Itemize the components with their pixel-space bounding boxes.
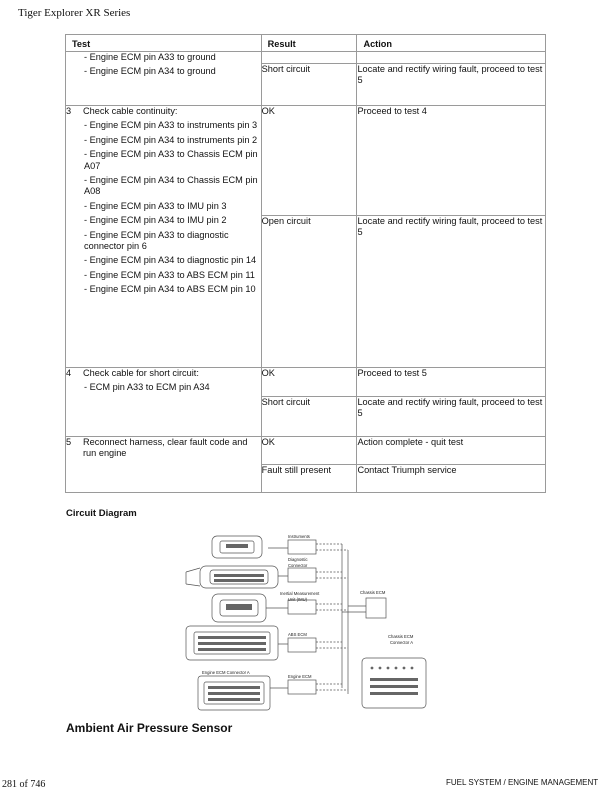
chassis-ecm-label: Chassis ECM	[360, 590, 386, 595]
test-step: - Engine ECM pin A33 to IMU pin 3	[84, 200, 227, 211]
test-number: 3	[66, 106, 72, 116]
test-cell	[66, 368, 262, 437]
action-cell: Proceed to test 4	[357, 106, 546, 216]
action-cell	[357, 52, 546, 64]
test-step: - Engine ECM pin A34 to ABS ECM pin 10	[84, 284, 256, 295]
engine-ecm-label: Engine ECM	[288, 674, 312, 679]
diagnostic-label: Diagnostic	[288, 557, 308, 562]
engine-ecm-box	[288, 680, 316, 694]
result-cell: Short circuit	[261, 397, 357, 437]
imu-label-2: Unit (IMU)	[288, 597, 308, 602]
document-header-title: Tiger Explorer XR Series	[18, 7, 131, 19]
test-description: Check cable for short circuit:	[83, 368, 199, 378]
test-step: - Engine ECM pin A34 to instruments pin 2	[84, 134, 258, 145]
test-step: - Engine ECM pin A33 to instruments pin 3	[84, 120, 258, 131]
test-step: - Engine ECM pin A33 to ABS ECM pin 11	[84, 269, 255, 280]
test-description: Check cable continuity:	[83, 106, 178, 116]
result-cell: OK	[261, 106, 357, 216]
table-row	[66, 52, 546, 64]
test-cell	[66, 437, 262, 493]
instruments-label: Instruments	[288, 534, 310, 539]
diagnostic-label-2: Connector	[288, 563, 308, 568]
imu-label: Inertial Measurement	[280, 591, 320, 596]
diagnostic-box	[288, 568, 316, 582]
test-step: - Engine ECM pin A33 to diagnostic connector pin 6	[84, 229, 229, 252]
result-cell: OK	[261, 437, 357, 465]
section-title: Ambient Air Pressure Sensor	[66, 721, 233, 735]
imu-box	[288, 600, 316, 614]
test-cell	[66, 106, 262, 368]
test-step: - ECM pin A33 to ECM pin A34	[84, 382, 210, 393]
circuit-diagram	[182, 528, 432, 713]
table-row	[66, 106, 546, 216]
abs-box	[288, 638, 316, 652]
action-cell: Locate and rectify wiring fault, proceed to test 5	[357, 397, 546, 437]
test-number: 4	[66, 368, 72, 378]
test-number: 5	[66, 437, 72, 447]
test-step: - Engine ECM pin A33 to ground	[84, 52, 216, 62]
table-header-row	[66, 35, 546, 52]
result-cell	[261, 52, 357, 64]
chassis-ecm-box	[366, 598, 386, 618]
abs-label: ABS ECM	[288, 632, 307, 637]
result-cell: Short circuit	[261, 64, 357, 106]
action-cell: Locate and rectify wiring fault, proceed to test 5	[357, 216, 546, 368]
page-number: 281 of 746	[2, 779, 46, 790]
result-cell: Open circuit	[261, 216, 357, 368]
column-header-test: Test	[66, 35, 262, 52]
circuit-diagram-heading: Circuit Diagram	[66, 508, 137, 519]
test-step: - Engine ECM pin A34 to ground	[84, 66, 216, 77]
chassis-connector-label-2: Connector A	[390, 640, 414, 645]
test-cell-continued	[66, 52, 262, 106]
column-header-action: Action	[357, 35, 546, 52]
chassis-connector-label: Chassis ECM	[388, 634, 414, 639]
table-row	[66, 437, 546, 465]
footer-section: FUEL SYSTEM / ENGINE MANAGEMENT	[446, 778, 599, 787]
test-description: Reconnect harness, clear fault code and run engine	[83, 437, 248, 459]
test-step: - Engine ECM pin A33 to Chassis ECM pin A07	[84, 149, 258, 171]
test-step: - Engine ECM pin A34 to Chassis ECM pin A08	[84, 175, 258, 197]
action-cell: Proceed to test 5	[357, 368, 546, 397]
diagnostic-test-table	[65, 34, 546, 493]
test-step: - Engine ECM pin A34 to diagnostic pin 14	[84, 255, 257, 266]
test-step: - Engine ECM pin A34 to IMU pin 2	[84, 215, 227, 226]
table-row	[66, 368, 546, 397]
result-cell: OK	[261, 368, 357, 397]
action-cell: Action complete - quit test	[357, 437, 546, 465]
result-cell: Fault still present	[261, 465, 357, 493]
engine-connector-label: Engine ECM Connector A	[202, 670, 250, 675]
column-header-result: Result	[261, 35, 357, 52]
action-cell: Locate and rectify wiring fault, proceed to test 5	[357, 64, 546, 106]
action-cell: Contact Triumph service	[357, 465, 546, 493]
chassis-connector-drawing	[362, 658, 426, 708]
instruments-box	[288, 540, 316, 554]
